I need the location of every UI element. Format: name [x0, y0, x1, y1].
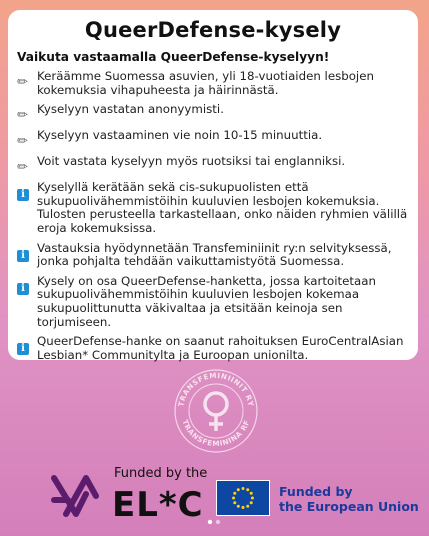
seal-top-text: TRANSFEMINIINIT RY — [176, 370, 256, 408]
list-item — [17, 181, 409, 235]
list-item — [17, 275, 409, 329]
info-icon: i — [17, 250, 29, 262]
eu-funding-line2: the European Union — [279, 499, 419, 514]
elc-name: EL*C — [112, 485, 204, 525]
list-item-text: Voit vastata kyselyyn myös ruotsiksi tai englanniksi. — [37, 154, 346, 169]
list-item-text: Keräämme Suomessa asuvien, yli 18-vuotiaiden lesbojen kokemuksia vihapuheesta ja häirinnästä. — [37, 69, 374, 97]
list-item — [17, 155, 409, 175]
info-icon: i — [17, 343, 29, 355]
pencil-icon: ✏ — [17, 134, 28, 150]
survey-subtitle: Vaikuta vastaamalla QueerDefense-kyselyyn! — [17, 50, 330, 64]
eu-flag-icon — [216, 480, 270, 516]
transfeminiinit-seal — [173, 368, 259, 454]
page-title: QueerDefense-kysely — [84, 18, 342, 42]
list-item-text: Kyselyllä kerätään sekä cis-sukupuolisten että sukupuolivähemmistöihin kuuluvien lesbojen kokemuksia. Tulosten perusteella tarkastellaan, onko näiden ryhmien välillä eroja kokemuksissa. — [37, 180, 408, 235]
list-item-text: QueerDefense-hanke on saanut rahoituksen EuroCentralAsian Lesbian* Communitylta ja Euroopan unionilta. — [37, 334, 404, 362]
svg-text:TRANSFEMINIINIT RY — [176, 371, 256, 408]
list-item — [17, 103, 409, 123]
eu-funding-line1: Funded by — [279, 484, 353, 499]
list-item-text: Kyselyyn vastaaminen vie noin 10-15 minuuttia. — [37, 128, 323, 143]
list-item — [17, 242, 409, 269]
list-item — [17, 70, 409, 97]
pencil-icon: ✏ — [17, 160, 28, 176]
info-icon: i — [17, 283, 29, 295]
seal-bottom-text: TRANSFEMININA RF — [180, 418, 252, 449]
elc-funded-label: Funded by the — [114, 466, 208, 481]
pencil-icon: ✏ — [17, 108, 28, 124]
page-indicator — [207, 518, 223, 526]
eu-funding-label — [279, 484, 419, 514]
list-item-text: Kyselyyn vastatan anonyymisti. — [37, 102, 224, 117]
pencil-icon: ✏ — [17, 75, 28, 90]
list-item-text: Kysely on osa QueerDefense-hanketta, jossa kartoitetaan sukupuolivähemmistöihin kuuluvien lesbojen kokemaa sukupuolittunutta väkivaltaa ja etsitään keinoja sen torjumiseen. — [37, 273, 376, 329]
elc-logo-icon — [50, 470, 100, 520]
list-item-text: Vastauksia hyödynnetään Transfeminiinit ry:n selvityksessä, jonka pohjalta tehdään vaikuttamistyötä Suomessa. — [37, 240, 392, 269]
list-item — [17, 129, 409, 149]
venus-symbol-icon — [205, 393, 227, 431]
info-list — [17, 70, 409, 362]
survey-card — [8, 10, 418, 360]
info-icon: i — [17, 189, 29, 201]
list-item — [17, 335, 409, 362]
